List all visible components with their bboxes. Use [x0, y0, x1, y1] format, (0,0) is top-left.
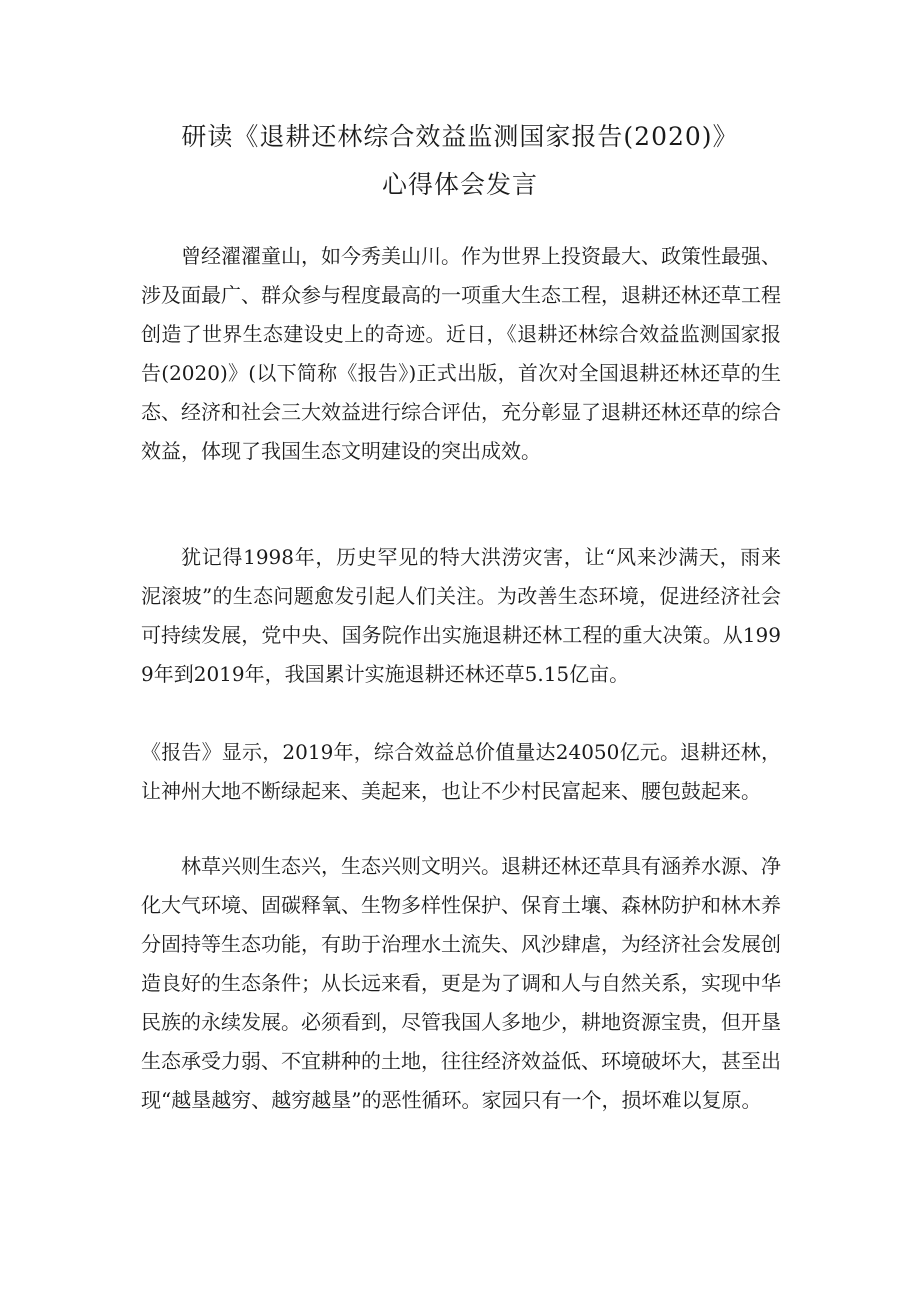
paragraph-block-3 — [141, 733, 781, 811]
paragraph-2: 犹记得1998年，历史罕见的特大洪涝灾害，让“风来沙满天，雨来泥滚坡”的生态问题愈发引起人们关注。为改善生态环境，促进经济社会可持续发展，党中央、国务院作出实施退耕还林工程的重大决策。从1999年到2019年，我国累计实施退耕还林还草5.15亿亩。 — [141, 545, 781, 686]
paragraph-block-4 — [141, 847, 781, 1120]
paragraph-block-2 — [141, 538, 781, 694]
paragraph-4: 林草兴则生态兴，生态兴则文明兴。退耕还林还草具有涵养水源、净化大气环境、固碳释氧、生物多样性保护、保育土壤、森林防护和林木养分固持等生态功能，有助于治理水土流失、风沙肆虐，为经济社会发展创造良好的生态条件；从长远来看，更是为了调和人与自然关系，实现中华民族的永续发展。必须看到，尽管我国人多地少，耕地资源宝贵，但开垦生态承受力弱、不宜耕种的土地，往往经济效益低、环境破坏大，甚至出现“越垦越穷、越穷越垦”的恶性循环。家园只有一个，损坏难以复原。 — [141, 854, 781, 1112]
paragraph-1: 曾经濯濯童山，如今秀美山川。作为世界上投资最大、政策性最强、涉及面最广、群众参与程度最高的一项重大生态工程，退耕还林还草工程创造了世界生态建设史上的奇迹。近日，《退耕还林综合效益监测国家报告(2020)》(以下简称《报告》)正式出版，首次对全国退耕还林还草的生态、经济和社会三大效益进行综合评估，充分彰显了退耕还林还草的综合效益，体现了我国生态文明建设的突出成效。 — [141, 244, 781, 463]
document-title-line-2: 心得体会发言 — [381, 170, 538, 199]
paragraph-block-1 — [141, 237, 781, 471]
document-title-line-1: 研读《退耕还林综合效益监测国家报告(2020)》 — [181, 122, 739, 151]
paragraph-3: 《报告》显示，2019年，综合效益总价值量达24050亿元。退耕还林，让神州大地不断绿起来、美起来，也让不少村民富起来、腰包鼓起来。 — [141, 740, 781, 803]
